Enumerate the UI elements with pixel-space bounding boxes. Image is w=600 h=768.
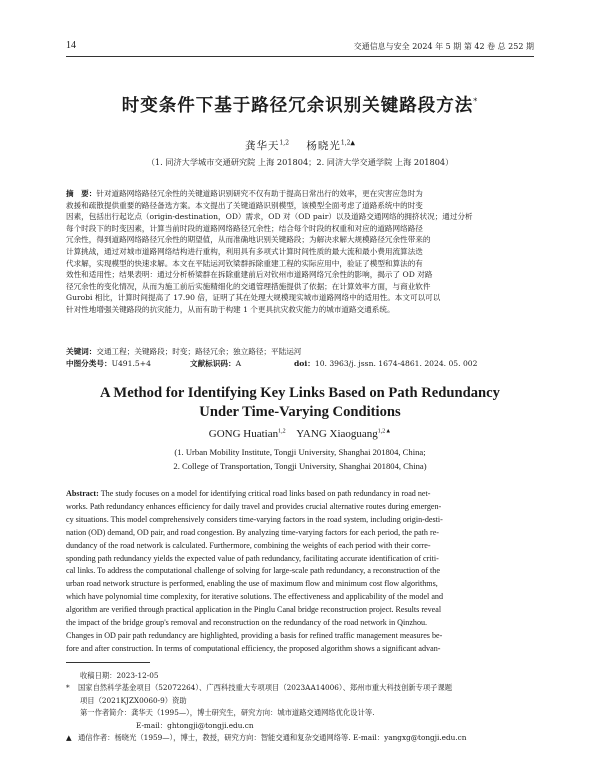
chinese-abstract-line: 径冗余性的变化情况，从而为施工前后实施精细化的交通管理措施提供了依据；在计算效率方面，与商业软件	[66, 281, 431, 291]
received-date: 收稿日期：2023-12-05	[80, 671, 159, 680]
chinese-abstract-line: 计算挑战，通过对城市道路网络结构进行重构，利用具有多项式计算时间性质的最大流和最小费用流算法迭	[66, 246, 423, 256]
english-author-1-sup: 1,2	[278, 428, 286, 435]
english-affiliation-2: 2. College of Transportation, Tongji University, Shanghai 201804, China)	[173, 461, 427, 471]
document-code: 文献标识码：A	[190, 359, 242, 368]
running-header	[66, 40, 534, 54]
chinese-authors	[0, 138, 600, 153]
footnotes	[66, 670, 534, 744]
english-abstract-line: dundancy of the road network is calculated. Furthermore, combining the weights of each period with their corre-	[66, 540, 431, 550]
chinese-abstract-line: Gurobi 相比，计算时间提高了 17.90 倍，证明了其在处理大规模现实城市道路网络中的适用性。本文可以可以	[66, 293, 441, 303]
english-abstract-line: fore and after construction. In terms of computational efficiency, the proposed algorithm shows a significant advan-	[66, 643, 441, 653]
keywords-label: 关键词：	[66, 347, 97, 356]
funding-note-continued: 项目（2021KJZX0060-9）资助	[80, 695, 187, 705]
english-abstract-line: Abstract: The study focuses on a model for identifying critical road links based on path redundancy in road net-	[66, 489, 431, 498]
chinese-abstract-label: 摘 要：	[66, 189, 97, 198]
funding-note: * 国家自然科学基金项目（52072264）、广西科技重大专项项目（2023AA14006）、郑州市重大科技创新专项子课题	[66, 683, 453, 693]
english-title-line-1: A Method for Identifying Key Links Based on Path Redundancy	[100, 385, 500, 401]
english-abstract-label: Abstract:	[66, 489, 99, 498]
english-abstract	[66, 488, 534, 656]
english-abstract-line: works. Path redundancy enhances efficiency for daily travel and provides crucial alternative routes during emergen-	[66, 501, 442, 511]
english-author-2: YANG Xiaoguang	[296, 428, 378, 440]
footnote-rule	[66, 662, 150, 663]
english-authors	[0, 428, 600, 440]
chinese-abstract-line: 因素，包括出行起讫点（origin-destination，OD）需求，OD 对（OD pair）以及道路交通网络的拥挤状况；通过分析	[66, 212, 473, 222]
doi: doi：10. 3963/j. jssn. 1674-4861. 2024. 05. 002	[294, 359, 478, 368]
english-abstract-line: cy situations. This model comprehensively considers time-varying factors in the road system, including origin-desti-	[66, 514, 443, 524]
chinese-abstract-line: 针对性地增强关键路段的抗灾能力，从而有助于构建 1 个更具抗灾救灾能力的城市道路交通系统。	[66, 304, 395, 314]
english-affiliation-1: (1. Urban Mobility Institute, Tongji University, Shanghai 201804, China;	[174, 447, 426, 457]
first-author-email: E-mail：ghtongji@tongji.edu.cn	[136, 720, 254, 730]
english-author-1: GONG Huatian	[208, 428, 279, 440]
keywords-text: 交通工程；关键路段；时变；路径冗余；独立路径；平陆运河	[96, 347, 302, 356]
english-abstract-line: which have polynomial time complexity, for iterative solutions. The effectiveness and applicability of the model and	[66, 592, 444, 602]
chinese-title	[0, 92, 600, 117]
corresponding-author-bio: ▲ 通信作者：杨晓光（1959—），博士，教授，研究方向：智能交通和复杂交通网络等. E-mail：yangxg@tongji.edu.cn	[66, 733, 467, 743]
chinese-title-text: 时变条件下基于路径冗余识别关键路段方法	[121, 96, 474, 116]
english-title-line-2: Under Time-Varying Conditions	[199, 404, 401, 420]
classification-row	[66, 358, 534, 370]
chinese-author-2: 杨晓光	[306, 140, 341, 152]
title-footnote-mark: *	[473, 97, 479, 107]
chinese-abstract-line: 每个时段下的时变因素，计算当前时段的道路网络路径冗余性；结合每个时段的权重和对应的道路网络路径	[66, 223, 423, 233]
first-author-bio: 第一作者简介：龚华天（1995—），博士研究生，研究方向：城市道路交通网络优化设计等.	[80, 708, 375, 718]
english-abstract-line: urban road network structure is performed, enabling the use of maximum flow and minimum cost flow algorithms,	[66, 579, 438, 589]
english-abstract-line: cal links. To address the computational challenge of solving for large-scale path redundancy, a reconstruction of the	[66, 566, 440, 576]
chinese-abstract-line: 效性和适用性；结果表明：通过分析桥梁群在拆除重建前后对钦州市道路网络冗余性的影响，揭示了 OD 对路	[66, 270, 433, 280]
english-abstract-line: nation (OD) demand, OD pair, and road congestion. By analyzing time-varying factors for each period, the path re-	[66, 527, 439, 537]
english-title	[0, 384, 600, 422]
page-number: 14	[66, 40, 76, 51]
journal-info: 交通信息与安全 2024 年 5 期 第 42 卷 总 252 期	[353, 42, 534, 51]
chinese-affiliation: （1. 同济大学城市交通研究院 上海 201804；2. 同济大学交通学院 上海 201804）	[146, 157, 454, 167]
chinese-author-2-sup: 1,2▲	[340, 139, 356, 147]
chinese-abstract	[66, 188, 534, 316]
english-author-2-sup: 1,2▲	[377, 428, 392, 435]
chinese-abstract-line: 摘 要：针对道路网络路径冗余性的关键道路识别研究不仅有助于提高日常出行的效率，更在灾害应急时为	[66, 189, 423, 198]
english-abstract-line: sponding path redundancy yields the expected value of path redundancy, facilitating accurate identification of criti-	[66, 553, 439, 563]
chinese-author-1-sup: 1,2	[279, 139, 290, 147]
chinese-author-1: 龚华天	[244, 140, 280, 152]
english-abstract-line: algorithm are verified through practical application in the Pinglu Canal bridge reconstruction project. Results reveal	[66, 605, 442, 615]
english-abstract-line: Changes in OD pair path redundancy are highlighted, providing a basis for refined traffic management measures be-	[66, 630, 443, 640]
header-rule	[66, 56, 534, 57]
chinese-abstract-line: 救援和疏散提供重要的路径备选方案。本文提出了关键道路识别模型，该模型全面考虑了道路系统中的时变	[66, 200, 423, 210]
chinese-abstract-line: 冗余性，得到道路网络路径冗余性的期望值，从而准确地识别关键路段；为解决求解大规模路径冗余性带来的	[66, 235, 431, 245]
english-abstract-line: the impact of the bridge group's removal and reconstruction on the redundancy of the road network in Qinzhou.	[66, 618, 428, 628]
chinese-keywords	[66, 346, 534, 358]
chinese-abstract-line: 代求解，实现模型的快速求解。本文在平陆运河钦梁群拆除重建工程的实际应用中，验证了模型和算法的有	[66, 258, 423, 268]
class-number: 中图分类号：U491.5+4	[66, 359, 151, 368]
